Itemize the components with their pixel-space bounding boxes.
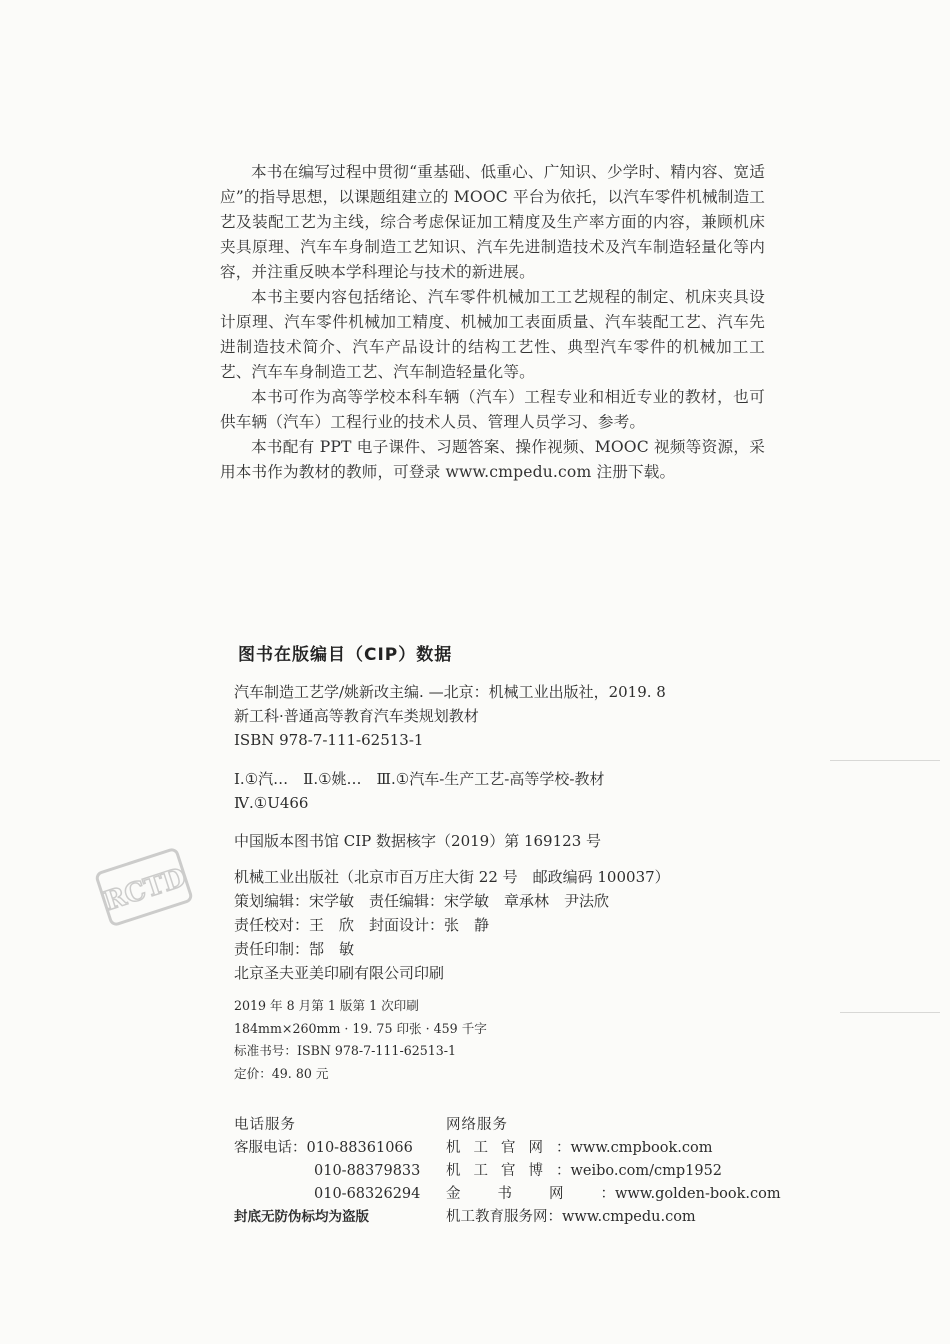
web-url-2: weibo.com/cmp1952	[570, 1163, 723, 1179]
web-label-3: 金书网	[446, 1186, 601, 1202]
cip-record-title: 汽车制造工艺学/姚新改主编. —北京：机械工业出版社，2019. 8	[234, 683, 666, 701]
editor-line-2: 责任校对：王 欣 封面设计：张 静	[234, 916, 490, 934]
phone-row-1	[234, 1137, 420, 1160]
web-row-1: 机工官网：www.cmpbook.com	[446, 1137, 781, 1160]
web-url-4: www.cmpedu.com	[562, 1209, 696, 1225]
phone-row-2	[234, 1160, 420, 1183]
intro-paragraph-1: 本书在编写过程中贯彻“重基础、低重心、广知识、少学时、精内容、宽适应”的指导思想，以课题组建立的 MOOC 平台为依托，以汽车零件机械制造工艺及装配工艺为主线，综合考虑保证加工精度及生产率方面的内容，兼顾机床夹具原理、汽车车身制造工艺知识、汽车先进制造技术及汽车制造轻量化等内容，并注重反映本学科理论与技术的新进展。	[220, 163, 765, 281]
phone-row-3	[234, 1183, 420, 1206]
print-price: 定价：49. 80 元	[234, 1065, 329, 1081]
print-details	[234, 995, 754, 1085]
editor-line-3: 责任印制：郜 敏	[234, 940, 355, 958]
anti-piracy-notice: 封底无防伪标均为盗版	[234, 1209, 369, 1225]
stamp-text: RCTD	[100, 862, 190, 918]
cip-classification-line-2: Ⅳ.①U466	[234, 794, 309, 812]
cip-check-number	[234, 829, 754, 853]
web-url-1: www.cmpbook.com	[570, 1140, 713, 1156]
cip-classification-line-1: Ⅰ.①汽… Ⅱ.①姚… Ⅲ.①汽车-生产工艺-高等学校-教材	[234, 770, 605, 788]
editor-line-1: 策划编辑：宋学敏 责任编辑：宋学敏 章承林 尹法欣	[234, 892, 610, 910]
phone-label: 客服电话：	[234, 1140, 307, 1156]
print-edition: 2019 年 8 月第 1 版第 1 次印刷	[234, 998, 419, 1013]
intro-paragraph-3: 本书可作为高等学校本科车辆（汽车）工程专业和相近专业的教材，也可供车辆（汽车）工程行业的技术人员、管理人员学习、参考。	[220, 388, 765, 431]
cip-check-number-text: 中国版本图书馆 CIP 数据核字（2019）第 169123 号	[234, 832, 602, 850]
web-row-2: 机工官博：weibo.com/cmp1952	[446, 1160, 781, 1183]
cip-record-series: 新工科·普通高等教育汽车类规划教材	[234, 707, 479, 725]
phone-service	[234, 1114, 420, 1229]
publisher-name: 机械工业出版社（北京市百万庄大街 22 号 邮政编码 100037）	[234, 868, 670, 886]
printer-name: 北京圣夫亚美印刷有限公司印刷	[234, 964, 445, 982]
scan-edge-line	[840, 1012, 940, 1013]
book-introduction	[220, 160, 765, 485]
phone-number-1: 010-88361066	[306, 1140, 413, 1156]
web-service	[446, 1114, 781, 1229]
phone-number-2: 010-88379833	[314, 1163, 421, 1179]
print-format: 184mm×260mm · 19. 75 印张 · 459 千字	[234, 1020, 487, 1036]
cip-record	[234, 680, 754, 752]
cip-heading: 图书在版编目（CIP）数据	[238, 645, 453, 665]
publisher-info	[234, 865, 754, 985]
web-label-4: 机工教育服务网	[446, 1209, 548, 1225]
library-stamp-icon	[89, 839, 198, 934]
intro-paragraph-4: 本书配有 PPT 电子课件、习题答案、操作视频、MOOC 视频等资源，采用本书作为教材的教师，可登录 www.cmpedu.com 注册下载。	[220, 438, 765, 481]
cip-record-isbn: ISBN 978-7-111-62513-1	[234, 731, 424, 749]
phone-service-heading: 电话服务	[234, 1117, 296, 1133]
scan-edge-line	[830, 760, 940, 761]
phone-number-3: 010-68326294	[314, 1186, 421, 1202]
web-row-4: 机工教育服务网：www.cmpedu.com	[446, 1206, 781, 1229]
cip-classification	[234, 767, 754, 815]
web-row-3: 金书网：www.golden-book.com	[446, 1183, 781, 1206]
intro-paragraph-2: 本书主要内容包括绪论、汽车零件机械加工工艺规程的制定、机床夹具设计原理、汽车零件机械加工精度、机械加工表面质量、汽车装配工艺、汽车先进制造技术简介、汽车产品设计的结构工艺性、典型汽车零件的机械加工工艺、汽车车身制造工艺、汽车制造轻量化等。	[220, 288, 765, 381]
web-url-3: www.golden-book.com	[615, 1186, 781, 1202]
web-label-2: 机工官博	[446, 1163, 556, 1179]
web-service-heading: 网络服务	[446, 1117, 508, 1133]
web-label-1: 机工官网	[446, 1140, 556, 1156]
print-isbn: 标准书号：ISBN 978-7-111-62513-1	[234, 1043, 457, 1058]
